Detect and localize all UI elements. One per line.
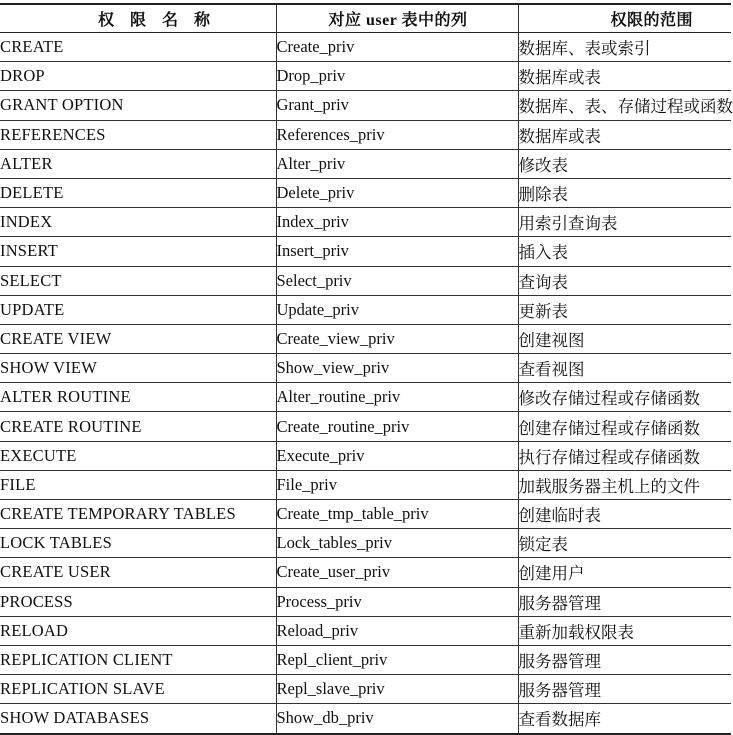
table-row [0,120,731,149]
privilege-name-cell: CREATE TEMPORARY TABLES [0,500,276,529]
privilege-name-cell: REPLICATION CLIENT [0,645,276,674]
privilege-scope-cell: 修改表 [518,149,731,178]
table-header [0,4,731,33]
privilege-name-cell: RELOAD [0,616,276,645]
user-column-cell: Lock_tables_priv [276,529,518,558]
user-column-cell: Create_tmp_table_priv [276,500,518,529]
privilege-scope-cell: 数据库或表 [518,120,731,149]
table-row [0,675,731,704]
privilege-scope-cell: 服务器管理 [518,645,731,674]
table-row [0,266,731,295]
table-row [0,558,731,587]
header-privilege-name: 权 限 名 称 [0,4,276,33]
user-column-cell: Update_priv [276,295,518,324]
privilege-name-cell: UPDATE [0,295,276,324]
table-row [0,500,731,529]
privilege-scope-cell: 删除表 [518,178,731,207]
table-row [0,237,731,266]
privilege-name-cell: CREATE [0,33,276,62]
table-row [0,91,731,120]
privilege-scope-cell: 用索引查询表 [518,208,731,237]
table-row [0,354,731,383]
user-column-cell: Show_view_priv [276,354,518,383]
table-row [0,62,731,91]
table-row [0,441,731,470]
header-row [0,4,731,33]
privilege-name-cell: REFERENCES [0,120,276,149]
privilege-name-cell: GRANT OPTION [0,91,276,120]
privilege-scope-cell: 修改存储过程或存储函数 [518,383,731,412]
table-row [0,704,731,734]
privilege-scope-cell: 查看视图 [518,354,731,383]
privilege-name-cell: INSERT [0,237,276,266]
privilege-name-cell: CREATE VIEW [0,324,276,353]
header-user-table-column: 对应 user 表中的列 [276,4,518,33]
user-column-cell: Process_priv [276,587,518,616]
privilege-name-cell: EXECUTE [0,441,276,470]
privilege-scope-cell: 创建临时表 [518,500,731,529]
table-row [0,383,731,412]
table-row [0,616,731,645]
user-column-cell: Repl_slave_priv [276,675,518,704]
table-row [0,412,731,441]
user-column-cell: Alter_priv [276,149,518,178]
user-column-cell: Drop_priv [276,62,518,91]
privilege-name-cell: SHOW VIEW [0,354,276,383]
user-column-cell: Create_routine_priv [276,412,518,441]
privilege-name-cell: CREATE ROUTINE [0,412,276,441]
table-row [0,470,731,499]
table-row [0,295,731,324]
privilege-table [0,3,731,735]
user-column-cell: Select_priv [276,266,518,295]
privilege-name-cell: DROP [0,62,276,91]
user-column-cell: Alter_routine_priv [276,383,518,412]
privilege-name-cell: SELECT [0,266,276,295]
user-column-cell: Index_priv [276,208,518,237]
privilege-name-cell: INDEX [0,208,276,237]
table-row [0,324,731,353]
user-column-cell: File_priv [276,470,518,499]
table-row [0,529,731,558]
privilege-scope-cell: 锁定表 [518,529,731,558]
privilege-scope-cell: 重新加载权限表 [518,616,731,645]
privilege-name-cell: CREATE USER [0,558,276,587]
table-row [0,33,731,62]
header-privilege-scope: 权限的范围 [518,4,731,33]
user-column-cell: Create_user_priv [276,558,518,587]
user-column-cell: Show_db_priv [276,704,518,734]
user-column-cell: References_priv [276,120,518,149]
privilege-scope-cell: 创建视图 [518,324,731,353]
table-row [0,645,731,674]
user-column-cell: Reload_priv [276,616,518,645]
user-column-cell: Insert_priv [276,237,518,266]
table-row [0,587,731,616]
table-row [0,149,731,178]
privilege-scope-cell: 查看数据库 [518,704,731,734]
privilege-scope-cell: 服务器管理 [518,587,731,616]
table-row [0,208,731,237]
privilege-name-cell: REPLICATION SLAVE [0,675,276,704]
user-column-cell: Execute_priv [276,441,518,470]
privilege-scope-cell: 服务器管理 [518,675,731,704]
privilege-scope-cell: 创建用户 [518,558,731,587]
privilege-name-cell: ALTER [0,149,276,178]
privilege-name-cell: LOCK TABLES [0,529,276,558]
user-column-cell: Create_priv [276,33,518,62]
user-column-cell: Create_view_priv [276,324,518,353]
privilege-scope-cell: 加载服务器主机上的文件 [518,470,731,499]
privilege-scope-cell: 数据库或表 [518,62,731,91]
user-column-cell: Grant_priv [276,91,518,120]
privilege-scope-cell: 执行存储过程或存储函数 [518,441,731,470]
privilege-scope-cell: 数据库、表、存储过程或函数 [518,91,731,120]
table-row [0,178,731,207]
privilege-name-cell: PROCESS [0,587,276,616]
privilege-scope-cell: 创建存储过程或存储函数 [518,412,731,441]
privilege-name-cell: FILE [0,470,276,499]
privilege-scope-cell: 更新表 [518,295,731,324]
privilege-name-cell: DELETE [0,178,276,207]
privilege-scope-cell: 查询表 [518,266,731,295]
table-body [0,33,731,734]
privilege-name-cell: SHOW DATABASES [0,704,276,734]
user-column-cell: Delete_priv [276,178,518,207]
user-column-cell: Repl_client_priv [276,645,518,674]
privilege-name-cell: ALTER ROUTINE [0,383,276,412]
privilege-scope-cell: 插入表 [518,237,731,266]
privilege-scope-cell: 数据库、表或索引 [518,33,731,62]
